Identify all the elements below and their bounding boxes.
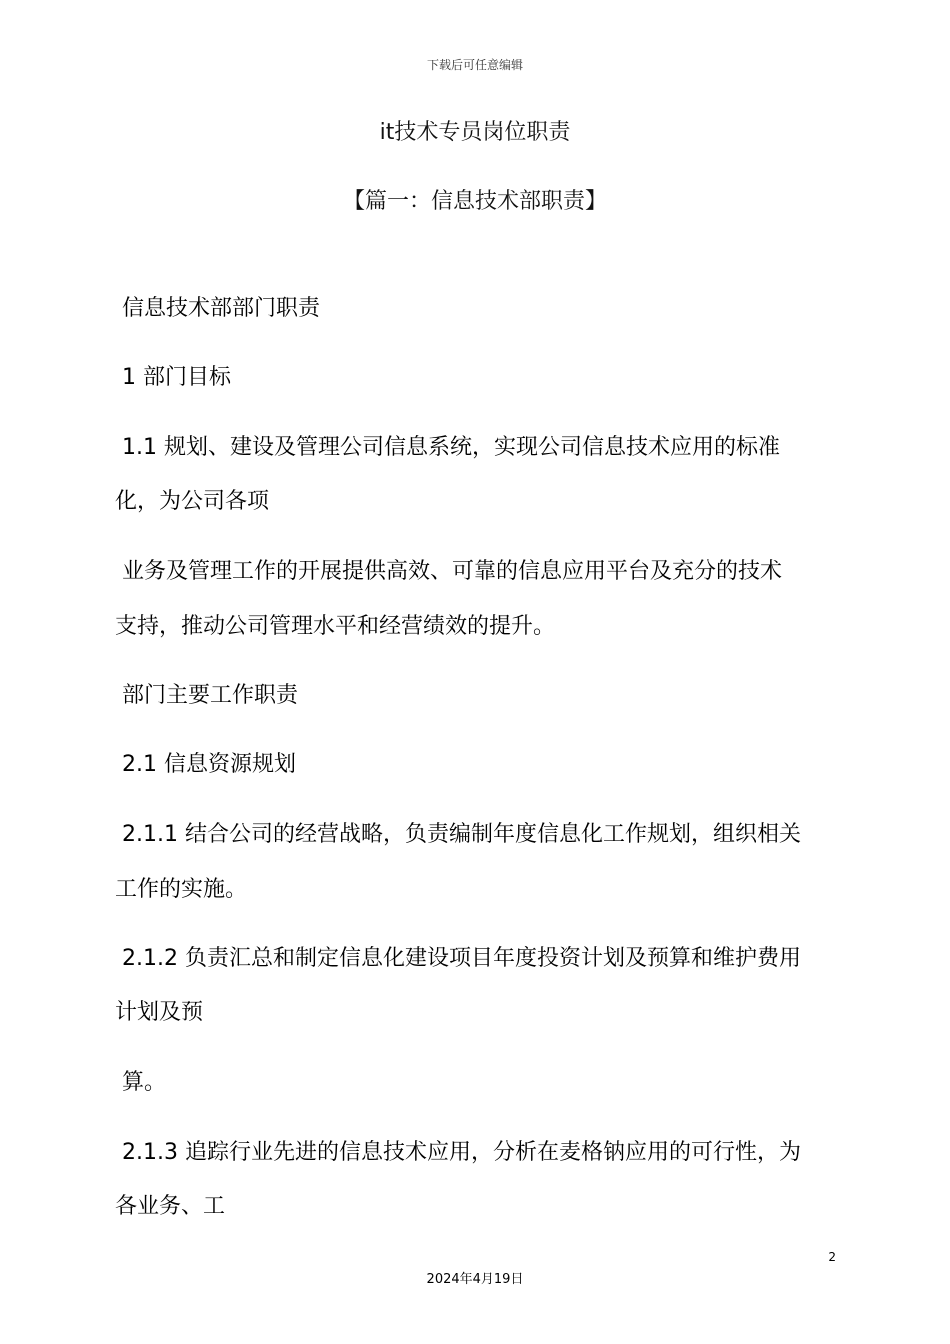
paragraph-line: 2.1 信息资源规划 xyxy=(122,752,296,777)
paragraph-line: 支持，推动公司管理水平和经营绩效的提升。 xyxy=(115,614,556,639)
paragraph-line: 1.1 规划、建设及管理公司信息系统，实现公司信息技术应用的标准 xyxy=(122,435,780,460)
paragraph-line: 2.1.2 负责汇总和制定信息化建设项目年度投资计划及预算和维护费用 xyxy=(122,946,801,971)
paragraph-line: 2.1.1 结合公司的经营战略，负责编制年度信息化工作规划，组织相关 xyxy=(122,822,801,847)
header-note: 下载后可任意编辑 xyxy=(426,58,523,72)
paragraph-line: 部门主要工作职责 xyxy=(122,683,299,708)
paragraph-line: 各业务、工 xyxy=(115,1194,226,1219)
paragraph-line: 2.1.3 追踪行业先进的信息技术应用，分析在麦格钠应用的可行性，为 xyxy=(122,1140,801,1165)
footer-date: 2024年4月19日 xyxy=(426,1272,524,1287)
paragraph-line: 计划及预 xyxy=(115,1000,204,1025)
paragraph-line: 化，为公司各项 xyxy=(115,489,270,514)
page-number: 2 xyxy=(828,1250,836,1264)
paragraph-line: 算。 xyxy=(122,1070,167,1095)
paragraph-line: 业务及管理工作的开展提供高效、可靠的信息应用平台及充分的技术 xyxy=(122,559,783,584)
paragraph-line: 1 部门目标 xyxy=(122,365,231,390)
document-title: it技术专员岗位职责 xyxy=(379,120,571,145)
paragraph-line: 信息技术部部门职责 xyxy=(122,296,321,321)
section-title: 【篇一：信息技术部职责】 xyxy=(342,189,607,214)
paragraph-line: 工作的实施。 xyxy=(115,877,248,902)
